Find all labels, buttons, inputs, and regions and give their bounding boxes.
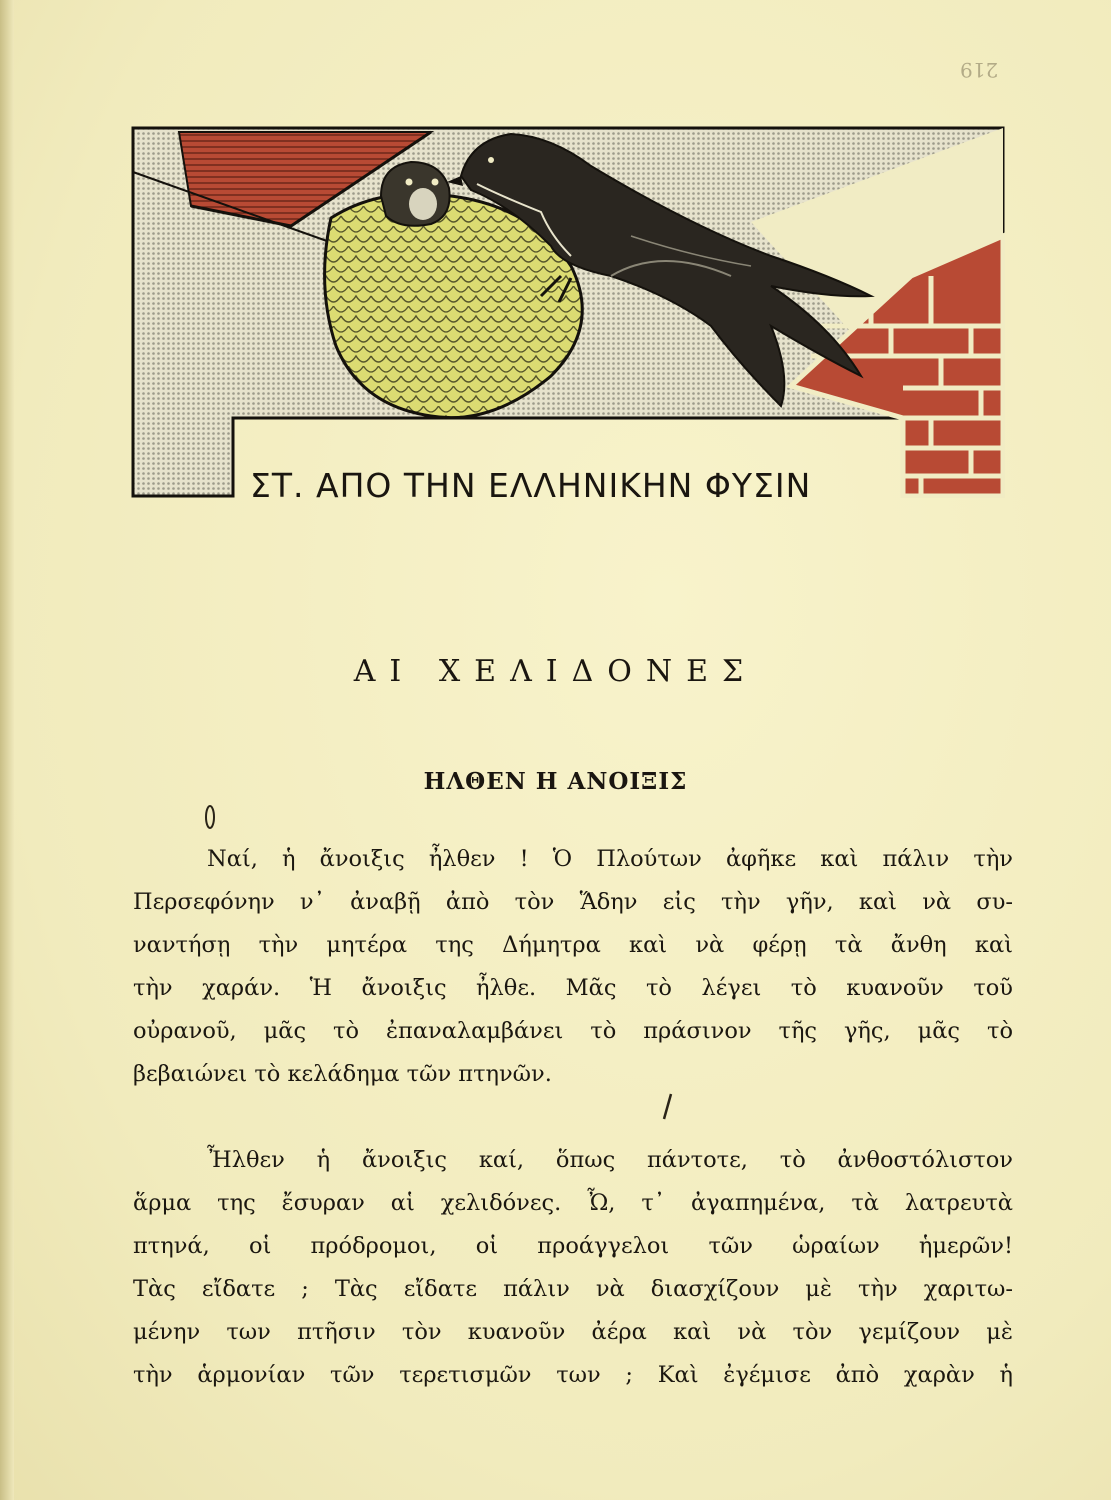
pencil-mark-zero	[202, 802, 218, 832]
section-heading: ΣΤ. ΑΠΟ ΤΗΝ ΕΛΛΗΝΙΚΗΝ ΦΥΣΙΝ	[250, 466, 812, 505]
text-line: τὴν χαράν. Ἡ ἄνοιξις ἦλθε. Μᾶς τὸ λέγει τὸ κυανοῦν τοῦ	[133, 975, 1013, 1001]
text-line: Ναί, ἡ ἄνοιξις ἦλθεν ! Ὁ Πλούτων ἀφῆκε καὶ πάλιν τὴν	[207, 846, 1013, 872]
chapter-subtitle: ΗΛΘΕΝ Η ΑΝΟΙΞΙΣ	[423, 768, 688, 795]
pencil-mark-slash	[660, 1092, 674, 1122]
text-line: ἅρμα της ἔσυραν αἱ χελιδόνες. Ὦ, τ᾽ ἀγαπημένα, τὰ λατρευτὰ	[133, 1190, 1013, 1216]
text-line: οὐρανοῦ, μᾶς τὸ ἐπαναλαμβάνει τὸ πράσινον τῆς γῆς, μᾶς τὸ	[133, 1018, 1013, 1044]
text-line: μένην των πτῆσιν τὸν κυανοῦν ἀέρα καὶ νὰ τὸν γεμίζουν μὲ	[133, 1319, 1013, 1345]
text-line: βεβαιώνει τὸ κελάδημα τῶν πτηνῶν.	[133, 1061, 552, 1087]
paragraph-1	[133, 838, 1013, 1096]
text-line: Περσεφόνην ν᾽ ἀναβῇ ἀπὸ τὸν Ἅδην εἰς τὴν γῆν, καὶ νὰ συ-	[133, 889, 1013, 915]
swallow-nest-illustration	[131, 126, 1005, 498]
text-line: Ἦλθεν ἡ ἄνοιξις καί, ὅπως πάντοτε, τὸ ἀνθοστόλιστον	[207, 1147, 1013, 1173]
page-number: 219	[960, 58, 999, 82]
page-gutter-shadow	[0, 0, 14, 1500]
text-line: Τὰς εἴδατε ; Τὰς εἴδατε πάλιν νὰ διασχίζουν μὲ τὴν χαριτω-	[133, 1276, 1013, 1302]
chapter-illustration	[131, 126, 1005, 498]
text-line: τὴν ἁρμονίαν τῶν τερετισμῶν των ; Καὶ ἐγέμισε ἀπὸ χαρὰν ἡ	[133, 1362, 1013, 1388]
text-line: ναντήσῃ τὴν μητέρα της Δήμητρα καὶ νὰ φέρῃ τὰ ἄνθη καὶ	[133, 932, 1013, 958]
text-line: πτηνά, οἱ πρόδρομοι, οἱ προάγγελοι τῶν ὡραίων ἡμερῶν!	[133, 1233, 1013, 1259]
chapter-title: ΑΙ ΧΕΛΙΔΟΝΕΣ	[353, 654, 758, 689]
paragraph-2	[133, 1139, 1013, 1397]
